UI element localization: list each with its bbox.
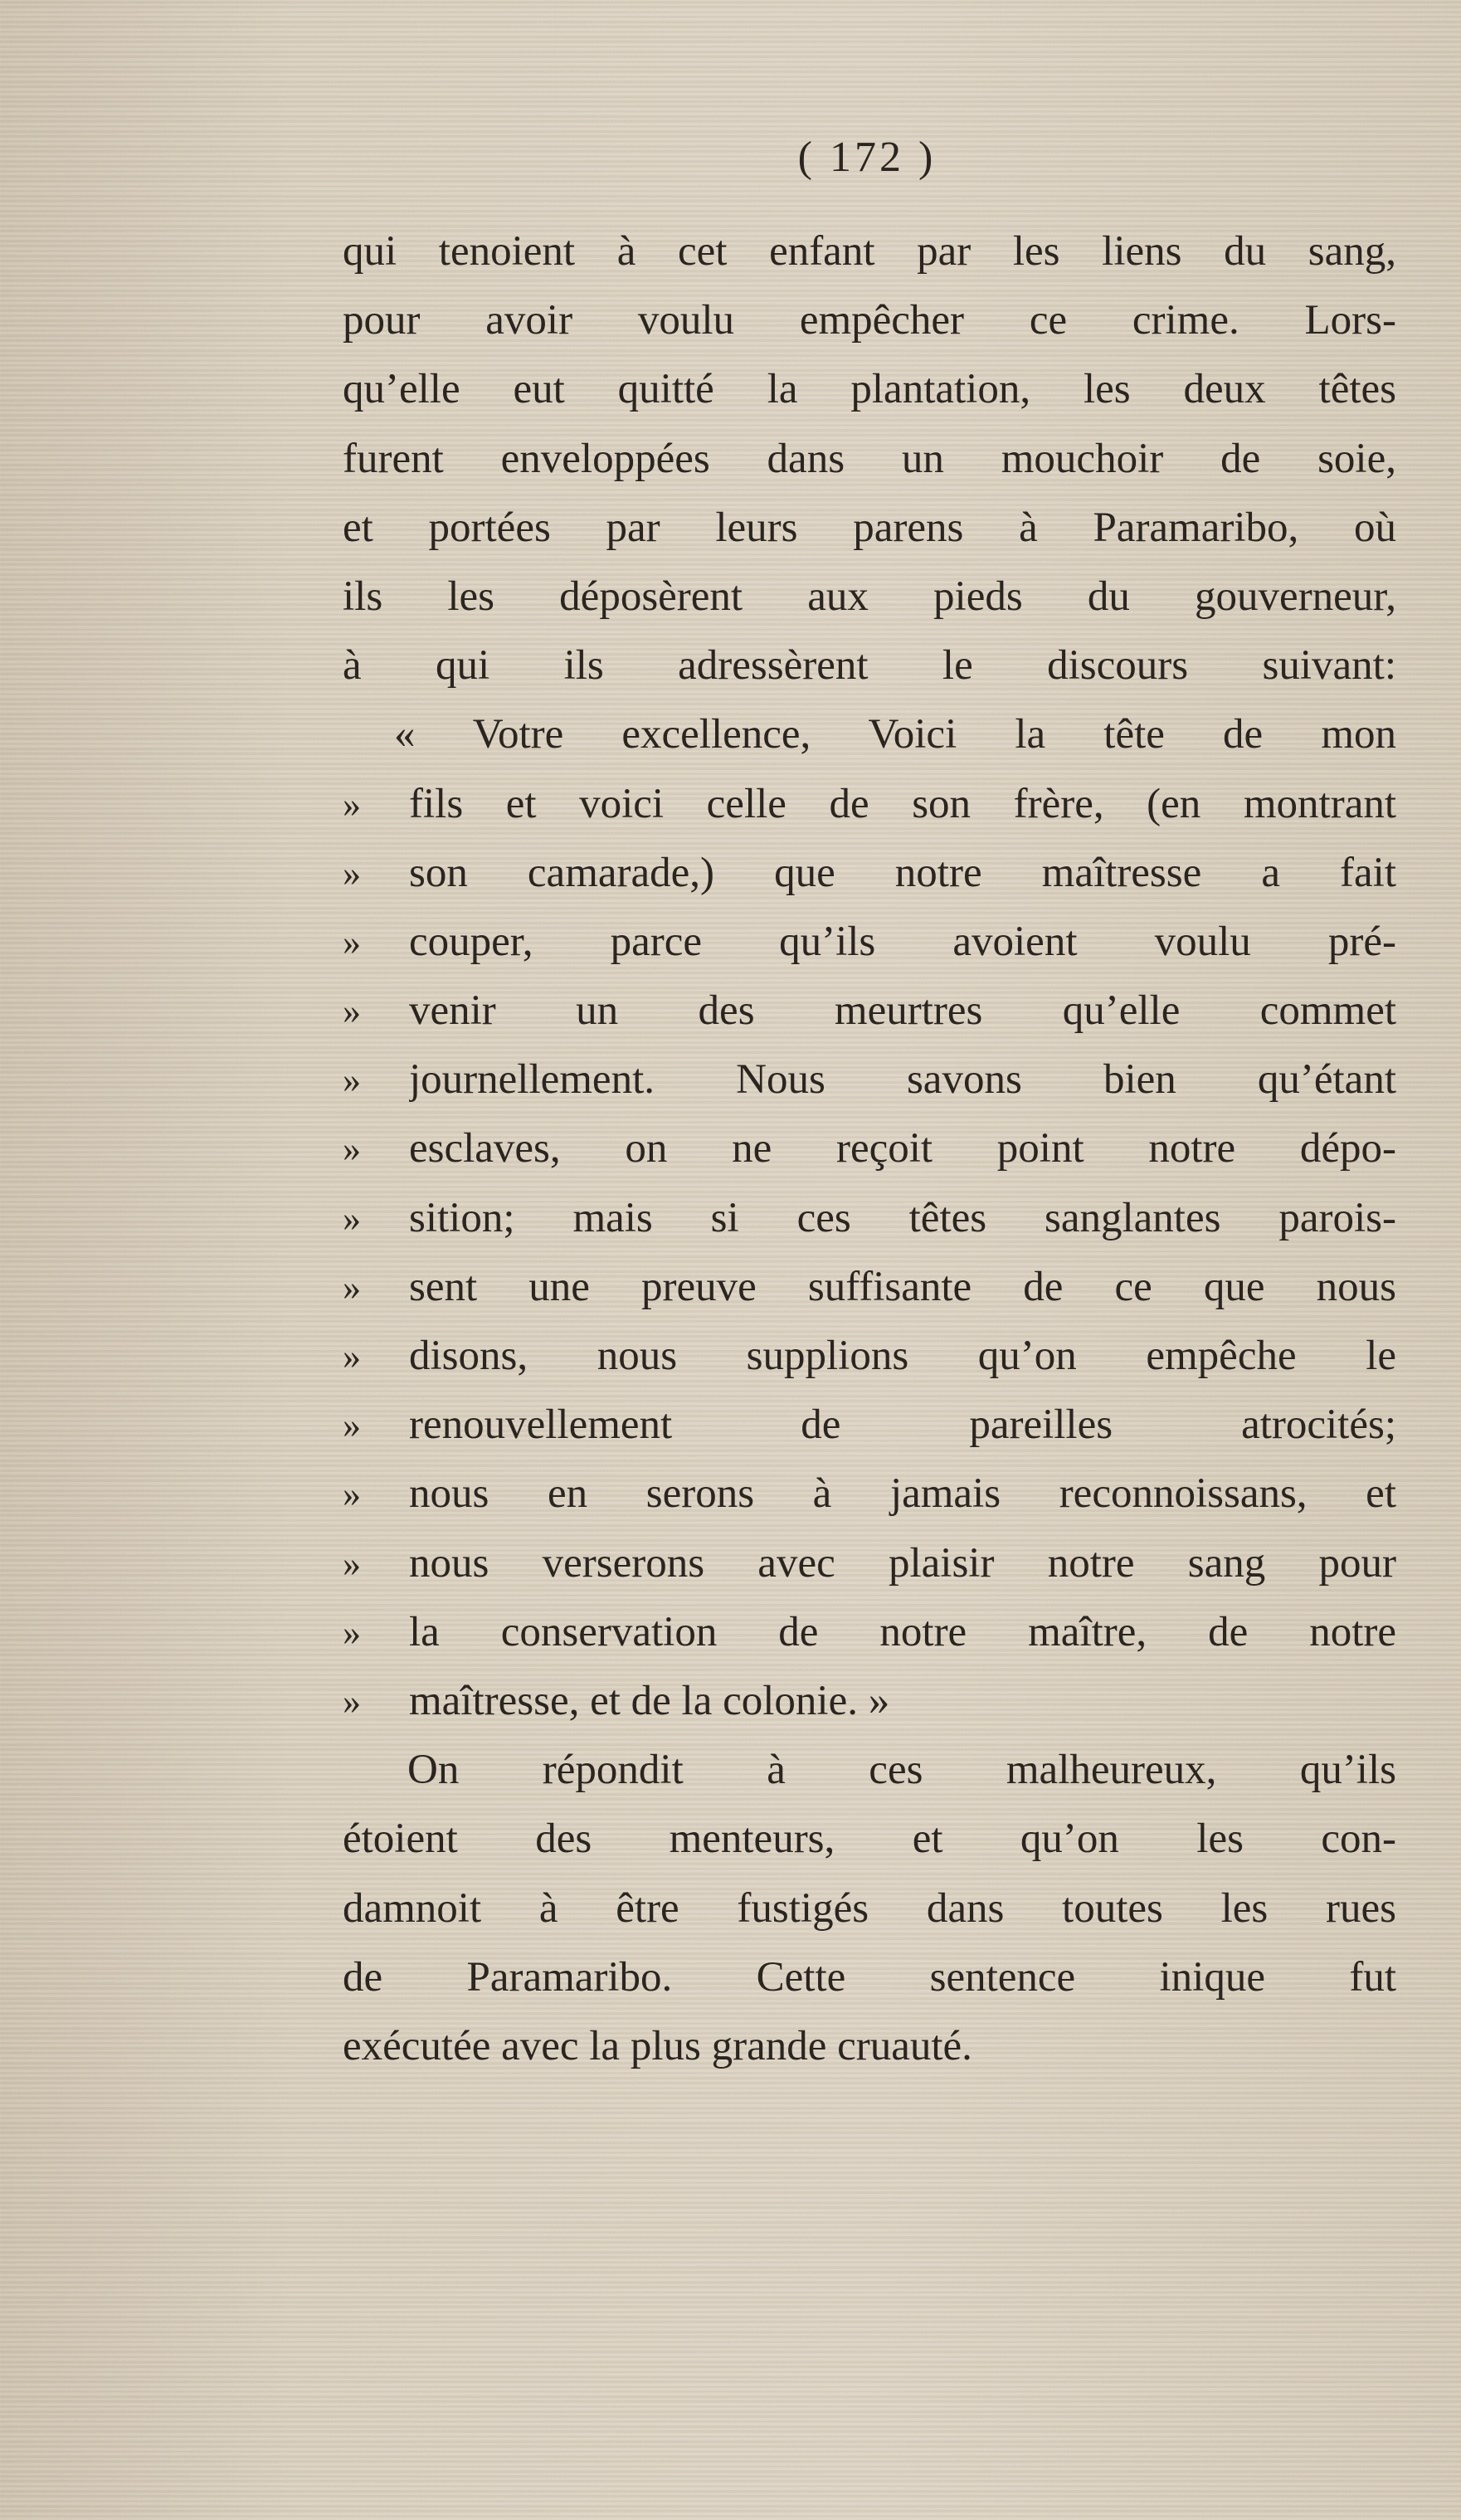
- line-text: maîtresse, et de la colonie. »: [409, 1677, 890, 1724]
- quote-mark: »: [343, 783, 361, 825]
- quote-mark: »: [343, 1543, 361, 1584]
- line-text: renouvellement de pareilles atrocités;: [409, 1401, 1396, 1449]
- line-text: fils et voici celle de son frère, (en montrant: [409, 780, 1396, 827]
- text-line: [343, 839, 1396, 908]
- line-text: sition; mais si ces têtes sanglantes parois-: [409, 1194, 1396, 1241]
- body-text: [343, 217, 1396, 2081]
- line-text: la conservation de notre maître, de notre: [409, 1608, 1396, 1655]
- text-line: [343, 1322, 1396, 1391]
- line-text: étoient des menteurs, et qu’on les con-: [343, 1816, 1396, 1863]
- text-line: [343, 700, 1396, 769]
- quote-mark: »: [343, 1266, 361, 1308]
- quote-mark: »: [343, 1474, 361, 1515]
- line-text: furent enveloppées dans un mouchoir de soie,: [343, 435, 1396, 482]
- text-line: [343, 1114, 1396, 1183]
- line-text: à qui ils adressèrent le discours suivant:: [343, 642, 1396, 690]
- text-line: [343, 355, 1396, 424]
- line-text: venir un des meurtres qu’elle commet: [409, 987, 1396, 1035]
- line-text: journellement. Nous savons bien qu’étant: [409, 1056, 1396, 1104]
- quote-mark: »: [343, 1060, 361, 1101]
- text-line: [343, 1391, 1396, 1460]
- line-text: son camarade,) que notre maîtresse a fait: [409, 849, 1396, 896]
- text-line: [343, 1667, 1396, 1736]
- text-line: [343, 1598, 1396, 1667]
- quote-mark: »: [343, 1405, 361, 1446]
- quote-mark: »: [343, 921, 361, 963]
- text-line: [343, 908, 1396, 977]
- text-line: [343, 1529, 1396, 1598]
- quote-mark: »: [343, 1336, 361, 1377]
- quote-mark: »: [343, 1197, 361, 1239]
- text-line: [343, 2012, 1396, 2081]
- line-text: qui tenoient à cet enfant par les liens du sang,: [343, 228, 1396, 275]
- text-line: [343, 1805, 1396, 1874]
- text-line: [343, 1943, 1396, 2012]
- line-text: disons, nous supplions qu’on empêche le: [409, 1333, 1396, 1379]
- text-line: [343, 1046, 1396, 1114]
- line-text: sent une preuve suffisante de ce que nous: [409, 1263, 1396, 1310]
- line-text: de Paramaribo. Cette sentence inique fut: [343, 1953, 1396, 2001]
- line-text: exécutée avec la plus grande cruauté.: [343, 2022, 972, 2069]
- quote-mark: »: [343, 1128, 361, 1170]
- text-line: [343, 1874, 1396, 1943]
- text-line: [343, 631, 1396, 700]
- text-line: [343, 217, 1396, 286]
- line-text: ils les déposèrent aux pieds du gouverneur,: [343, 573, 1396, 620]
- text-line: [343, 1460, 1396, 1528]
- quote-mark: »: [343, 991, 361, 1032]
- quote-mark: »: [343, 1680, 361, 1722]
- text-line: [343, 770, 1396, 839]
- line-text: couper, parce qu’ils avoient voulu pré-: [409, 918, 1396, 965]
- quote-mark: »: [343, 852, 361, 894]
- line-text: On répondit à ces malheureux, qu’ils: [407, 1747, 1396, 1794]
- text-line: [343, 977, 1396, 1046]
- text-line: [343, 494, 1396, 563]
- quote-mark: »: [343, 1611, 361, 1653]
- line-text: nous verserons avec plaisir notre sang pour: [409, 1539, 1396, 1587]
- text-line: [343, 1736, 1396, 1805]
- line-text: nous en serons à jamais reconnoissans, et: [409, 1470, 1396, 1518]
- line-text: damnoit à être fustigés dans toutes les rues: [343, 1884, 1396, 1932]
- line-text: esclaves, on ne reçoit point notre dépo-: [409, 1125, 1396, 1172]
- text-line: [343, 1253, 1396, 1322]
- text-line: [343, 286, 1396, 355]
- line-text: « Votre excellence, Voici la tête de mon: [394, 711, 1396, 758]
- text-line: [343, 563, 1396, 631]
- line-text: pour avoir voulu empêcher ce crime. Lors-: [343, 297, 1396, 344]
- text-line: [343, 1184, 1396, 1253]
- page-number: ( 172 ): [797, 134, 937, 181]
- line-text: qu’elle eut quitté la plantation, les deux têtes: [343, 366, 1396, 413]
- text-line: [343, 425, 1396, 494]
- line-text: et portées par leurs parens à Paramaribo, où: [343, 504, 1396, 551]
